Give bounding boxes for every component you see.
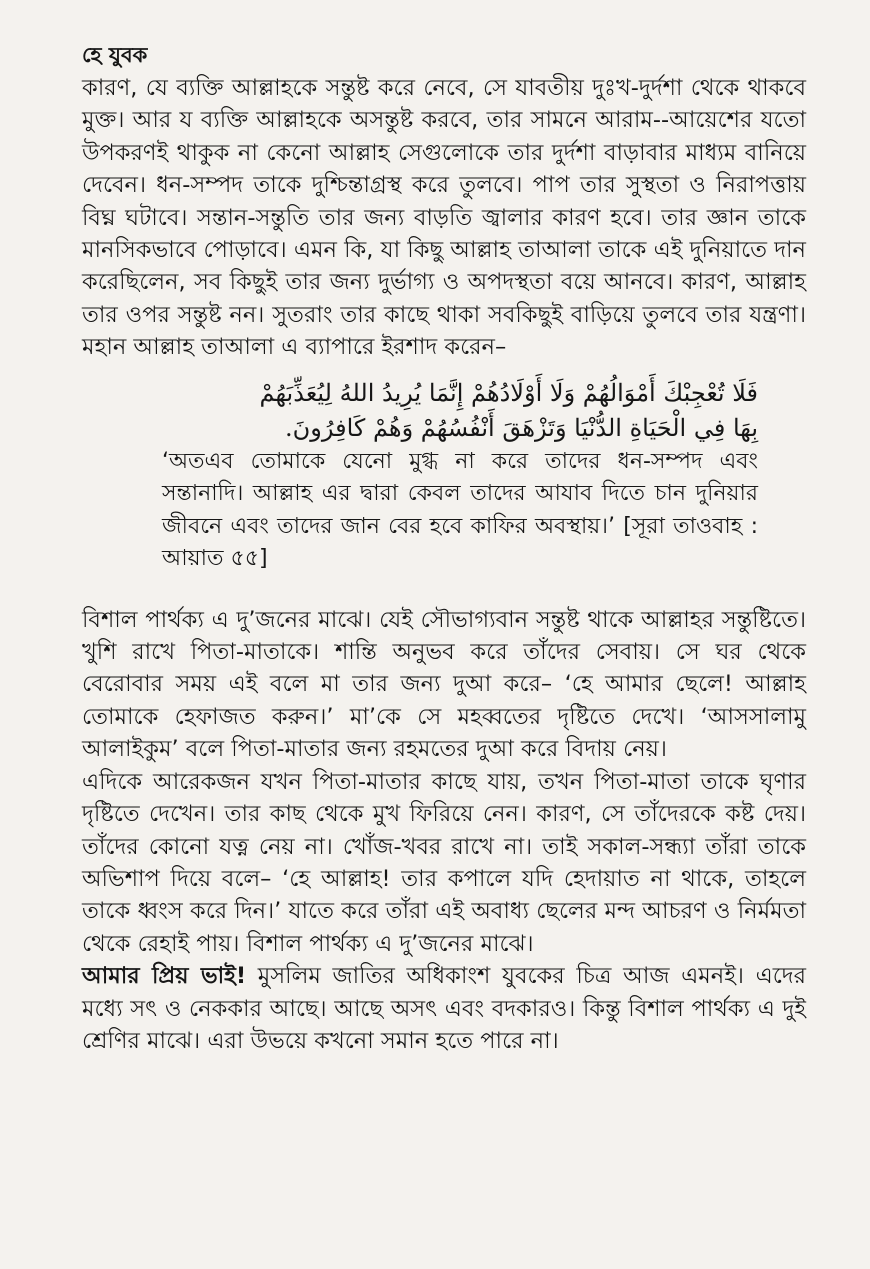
paragraph-3: এদিকে আরেকজন যখন পিতা-মাতার কাছে যায়, তখন পিতা-মাতা তাকে ঘৃণার দৃষ্টিতে দেখেন। তার কাছ থেকে মুখ ফিরিয়ে নেন। কারণ, সে তাঁদেরকে কষ্ট দেয়। তাঁদের কোনো যত্ন নেয় না। খোঁজ-খবর রাখে না। তাই সকাল-সন্ধ্যা তাঁরা তাকে অভিশাপ দিয়ে বলে– ‘হে আল্লাহ! তার কপালে যদি হেদায়াত না থাকে, তাহলে তাকে ধ্বংস করে দিন।’ যাতে করে তাঁরা এই অবাধ্য ছেলের মন্দ আচরণ ও নির্মমতা থেকে রেহাই পায়। বিশাল পার্থক্য এ দু’জনের মাঝে। (82, 768, 806, 957)
section-gap (82, 576, 806, 604)
paragraph-2: বিশাল পার্থক্য এ দু’জনের মাঝে। যেই সৌভাগ্যবান সন্তুষ্ট থাকে আল্লাহর সন্তুষ্টিতে। খুশি রাখে পিতা-মাতাকে। শান্তি অনুভব করে তাঁদের সেবায়। সে ঘর থেকে বেরোবার সময় এই বলে মা তার জন্য দুআ করে– ‘হে আমার ছেলে! আল্লাহ তোমাকে হেফাজত করুন।’ মা’কে সে মহব্বতের দৃষ্টিতে দেখে। ‘আসসালামু আলাইকুম’ বলে পিতা-মাতার জন্য রহমতের দুআ করে বিদায় নেয়। (82, 606, 806, 763)
paragraph-4 (82, 960, 806, 1057)
paragraph-1: কারণ, যে ব্যক্তি আল্লাহকে সন্তুষ্ট করে নেবে, সে যাবতীয় দুঃখ-দুর্দশা থেকে থাকবে মুক্ত। আর য ব্যক্তি আল্লাহকে অসন্তুষ্ট করবে, তার সামনে আরাম--আয়েশের যতো উপকরণই থাকুক না কেনো আল্লাহ সেগুলোকে তার দুর্দশা বাড়াবার মাধ্যম বানিয়ে দেবেন। ধন-সম্পদ তাকে দুশ্চিন্তাগ্রস্থ করে তুলবে। পাপ তার সুস্থতা ও নিরাপত্তায় বিঘ্ন ঘটাবে। সন্তান-সন্তুতি তার জন্য বাড়তি জ্বালার কারণ হবে। তার জ্ঞান তাকে মানসিকভাবে পোড়াবে। এমন কি, যা কিছু আল্লাহ তাআলা তাকে এই দুনিয়াতে দান করেছিলেন, সব কিছুই তার জন্য দুর্ভাগ্য ও অপদস্থতা বয়ে আনবে। কারণ, আল্লাহ তার ওপর সন্তুষ্ট নন। সুতরাং তার কাছে থাকা সবকিছুই বাড়িয়ে তুলবে তার যন্ত্রণা। মহান আল্লাহ তাআলা এ ব্যাপারে ইরশাদ করেন– (82, 75, 806, 361)
paragraph-4-text: মুসলিম জাতির অধিকাংশ যুবকের চিত্র আজ এমনই। এদের মধ্যে সৎ ও নেককার আছে। আছে অসৎ এবং বদকারও। কিন্তু বিশাল পার্থক্য এ দুই শ্রেণির মাঝে। এরা উভয়ে কখনো সমান হতে পারে না। (82, 963, 806, 1054)
paragraph-4-lead: আমার প্রিয় ভাই! (82, 963, 247, 990)
arabic-line-1: فَلَا تُعْجِبْكَ أَمْوَالُهُمْ وَلَا أَوْلَادُهُمْ إِنَّمَا يُرِيدُ اللهُ لِيُعَذِّبَهُمْ (259, 378, 758, 407)
running-header: হে যুবক (82, 43, 148, 67)
quran-verse-arabic (82, 364, 806, 446)
verse-translation-quote: ‘অতএব তোমাকে যেনো মুগ্ধ না করে তাদের ধন-সম্পদ এবং সন্তানাদি। আল্লাহ এর দ্বারা কেবল তাদের আযাব দিতে চান দুনিয়ার জীবনে এবং তাদের জান বের হবে কাফির অবস্থায়।’ [সূরা তাওবাহ : আয়াত ৫৫] (162, 448, 758, 572)
arabic-line-2: بِهَا فِي الْحَيَاةِ الدُّنْيَا وَتَزْهَقَ أَنْفُسُهُمْ وَهُمْ كَافِرُونَ. (285, 413, 758, 442)
